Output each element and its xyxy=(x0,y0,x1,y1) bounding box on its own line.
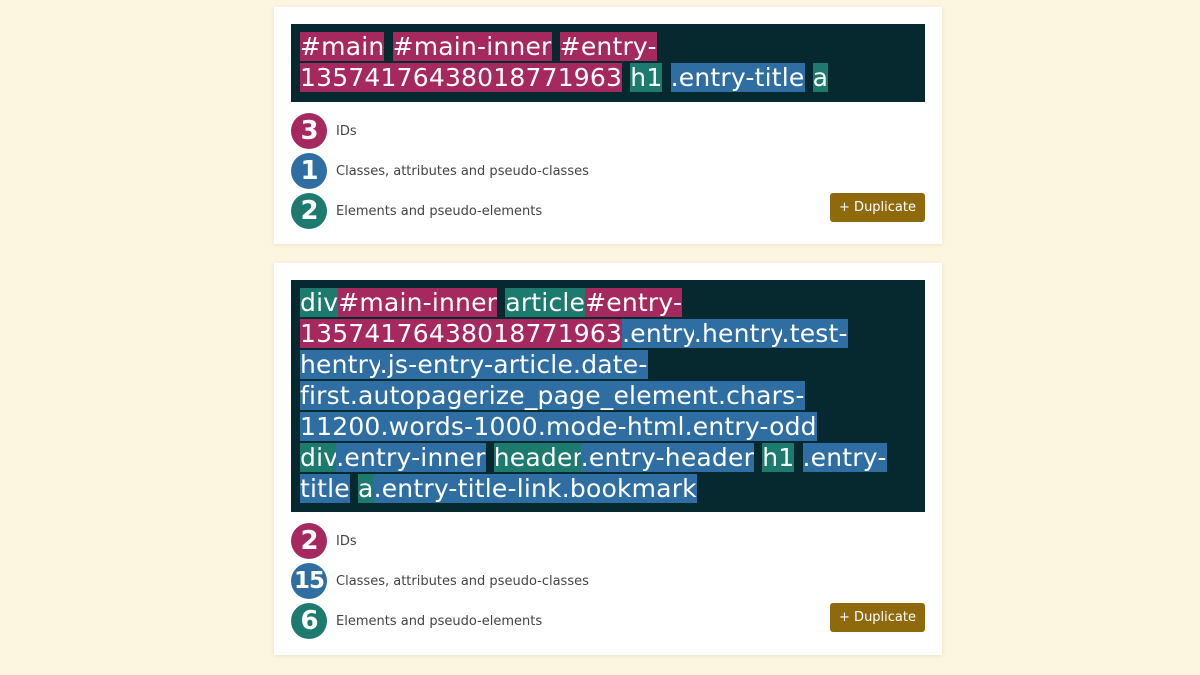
selector-id-token: #main-inner xyxy=(392,32,552,61)
specificity-counts xyxy=(291,111,925,231)
elements-count-badge: 6 xyxy=(291,603,327,639)
duplicate-button[interactable]: + Duplicate xyxy=(830,193,925,222)
selector-element-token: a xyxy=(812,63,829,92)
elements-label: Elements and pseudo-elements xyxy=(336,203,543,219)
selector-element-token: article xyxy=(505,288,586,317)
classes-label: Classes, attributes and pseudo-classes xyxy=(336,573,589,589)
classes-count-badge: 1 xyxy=(291,153,327,189)
selector-class-token: .chars-11200 xyxy=(300,381,805,441)
ids-row xyxy=(291,521,925,561)
selector-class-token: .autopagerize_page_element xyxy=(349,381,718,410)
specificity-card xyxy=(274,263,942,655)
classes-label: Classes, attributes and pseudo-classes xyxy=(336,163,589,179)
selector-class-token: .entry-title xyxy=(300,443,887,503)
selector-class-token: .entry-header xyxy=(580,443,755,472)
selector-id-token: #entry-13574176438018771963 xyxy=(300,32,657,92)
classes-row xyxy=(291,151,925,191)
selector-class-token: .bookmark xyxy=(561,474,697,503)
duplicate-button[interactable]: + Duplicate xyxy=(830,603,925,632)
elements-label: Elements and pseudo-elements xyxy=(336,613,543,629)
selector-class-token: .js-entry-article xyxy=(379,350,574,379)
ids-label: IDs xyxy=(336,123,357,139)
classes-count-badge: 15 xyxy=(291,563,327,599)
specificity-counts xyxy=(291,521,925,641)
ids-row xyxy=(291,111,925,151)
selector-class-token: .entry-title-link xyxy=(373,474,562,503)
selector-class-token: .mode-html xyxy=(537,412,685,441)
selector-class-token: .entry xyxy=(622,319,694,348)
selector-class-token: .test-hentry xyxy=(300,319,848,379)
selector-element-token: div xyxy=(300,288,339,317)
ids-count-badge: 2 xyxy=(291,523,327,559)
classes-row xyxy=(291,561,925,601)
elements-row xyxy=(291,601,925,641)
selector-class-token: .entry-inner xyxy=(336,443,486,472)
selector-element-token: h1 xyxy=(762,443,795,472)
selector-class-token: .words-1000 xyxy=(380,412,538,441)
selector-class-token: .date-first xyxy=(300,350,648,410)
selector-id-token: #entry-13574176438018771963 xyxy=(300,288,683,348)
selector-class-token: .entry-odd xyxy=(684,412,817,441)
selector-element-token: a xyxy=(358,474,374,503)
ids-label: IDs xyxy=(336,533,357,549)
elements-count-badge: 2 xyxy=(291,193,327,229)
selector-id-token: #main-inner xyxy=(338,288,498,317)
selector-display[interactable] xyxy=(291,24,925,102)
selector-element-token: header xyxy=(493,443,581,472)
ids-count-badge: 3 xyxy=(291,113,327,149)
selector-id-token: #main xyxy=(300,32,385,61)
selector-class-token: .hentry xyxy=(693,319,782,348)
specificity-card xyxy=(274,7,942,244)
selector-element-token: div xyxy=(300,443,337,472)
selector-element-token: h1 xyxy=(630,63,663,92)
selector-class-token: .entry-title xyxy=(670,63,805,92)
selector-display[interactable] xyxy=(291,280,925,512)
elements-row xyxy=(291,191,925,231)
